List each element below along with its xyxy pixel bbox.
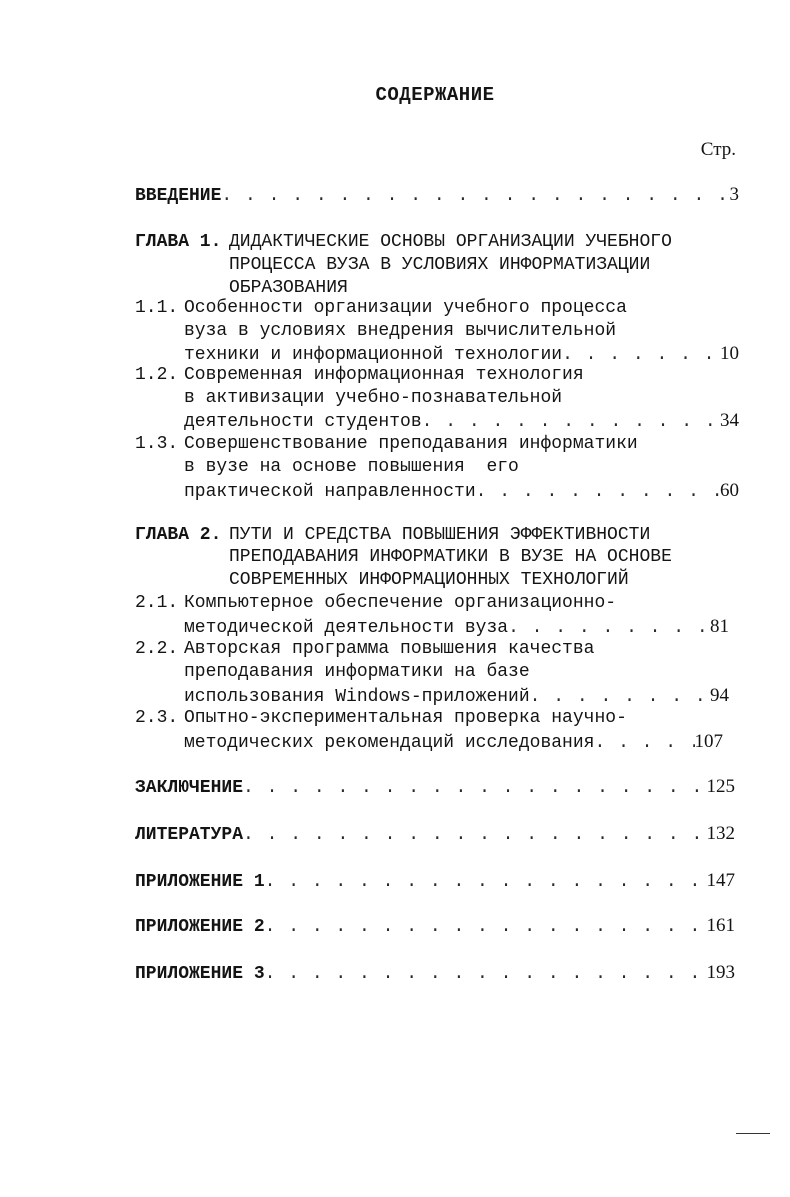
toc-entry-appendix-3 <box>135 961 735 986</box>
section-title-line: Особенности организации учебного процесса <box>184 298 627 318</box>
chapter-1-title-line: ДИДАКТИЧЕСКИЕ ОСНОВЫ ОРГАНИЗАЦИИ УЧЕБНОГО <box>229 232 672 252</box>
entry-label: ПРИЛОЖЕНИЕ 1 <box>135 872 265 892</box>
dot-leader <box>422 411 720 434</box>
chapter-1-label: ГЛАВА 1. <box>135 232 222 252</box>
dot-leader <box>476 481 720 504</box>
section-title-line: использования Windows-приложений <box>184 687 530 707</box>
section-title-line: методической деятельности вуза <box>184 618 509 638</box>
toc-entry-appendix-1 <box>135 869 735 894</box>
entry-label: ВВЕДЕНИЕ <box>135 186 222 206</box>
dot-leader <box>265 916 707 939</box>
dot-leader <box>243 777 706 800</box>
section-title-line: методических рекомендаций исследования <box>184 733 595 753</box>
dot-leader <box>508 617 710 640</box>
toc-entry-section-1-3 <box>184 479 739 504</box>
chapter-1-title-line: ОБРАЗОВАНИЯ <box>229 278 348 298</box>
page-number: 81 <box>710 616 729 637</box>
section-title-line: Современная информационная технология <box>184 365 584 385</box>
section-title-line: в активизации учебно-познавательной <box>184 388 563 408</box>
section-title-line: деятельности студентов <box>184 412 422 432</box>
section-number: 2.3. <box>135 708 179 728</box>
page-number: 10 <box>720 343 739 364</box>
toc-entry-section-2-2 <box>184 684 729 709</box>
toc-entry-literature <box>135 822 735 847</box>
section-title-line: вуза в условиях внедрения вычислительной <box>184 321 617 341</box>
toc-entry-appendix-2 <box>135 914 735 939</box>
toc-entry-section-1-2 <box>184 409 739 434</box>
section-title-line: Компьютерное обеспечение организационно- <box>184 593 617 613</box>
toc-title: СОДЕРЖАНИЕ <box>375 84 495 106</box>
page-number: 107 <box>694 731 723 752</box>
chapter-2-title-line: ПУТИ И СРЕДСТВА ПОВЫШЕНИЯ ЭФФЕКТИВНОСТИ <box>229 525 651 545</box>
toc-entry-section-2-1 <box>184 615 729 640</box>
dot-leader <box>265 963 707 986</box>
section-title-line: практической направленности <box>184 482 476 502</box>
page-number: 60 <box>720 480 739 501</box>
dot-leader <box>594 732 694 755</box>
toc-entry-conclusion <box>135 775 735 800</box>
entry-label: ПРИЛОЖЕНИЕ 3 <box>135 964 265 984</box>
section-number: 2.2. <box>135 639 179 659</box>
section-title-line: техники и информационной технологии <box>184 345 563 365</box>
page-number: 147 <box>706 870 735 891</box>
page-number: 3 <box>729 184 739 205</box>
dot-leader <box>530 686 710 709</box>
page-number: 132 <box>706 823 735 844</box>
dot-leader <box>265 871 707 894</box>
toc-entry-intro <box>135 183 739 208</box>
chapter-2-label: ГЛАВА 2. <box>135 525 222 545</box>
dot-leader <box>243 824 706 847</box>
section-title-line: Опытно-экспериментальная проверка научно- <box>184 708 627 728</box>
section-title-line: в вузе на основе повышения его <box>184 457 519 477</box>
pen-mark <box>736 1133 770 1134</box>
section-number: 1.2. <box>135 365 179 385</box>
section-number: 1.1. <box>135 298 179 318</box>
page-column-label: Стр. <box>700 139 736 160</box>
toc-entry-section-2-3 <box>184 730 723 755</box>
section-title-line: Авторская программа повышения качества <box>184 639 595 659</box>
page-number: 193 <box>706 962 735 983</box>
chapter-2-title-line: СОВРЕМЕННЫХ ИНФОРМАЦИОННЫХ ТЕХНОЛОГИЙ <box>229 570 629 590</box>
page-number: 125 <box>706 776 735 797</box>
page-number: 94 <box>710 685 729 706</box>
dot-leader <box>221 185 729 208</box>
chapter-1-title-line: ПРОЦЕССА ВУЗА В УСЛОВИЯХ ИНФОРМАТИЗАЦИИ <box>229 255 651 275</box>
entry-label: ПРИЛОЖЕНИЕ 2 <box>135 917 265 937</box>
section-number: 2.1. <box>135 593 179 613</box>
entry-label: ЗАКЛЮЧЕНИЕ <box>135 778 244 798</box>
section-title-line: Совершенствование преподавания информатики <box>184 434 638 454</box>
page-number: 161 <box>706 915 735 936</box>
dot-leader <box>562 344 720 367</box>
entry-label: ЛИТЕРАТУРА <box>135 825 244 845</box>
section-title-line: преподавания информатики на базе <box>184 662 530 682</box>
section-number: 1.3. <box>135 434 179 454</box>
page-number: 34 <box>720 410 739 431</box>
chapter-2-title-line: ПРЕПОДАВАНИЯ ИНФОРМАТИКИ В ВУЗЕ НА ОСНОВЕ <box>229 547 672 567</box>
